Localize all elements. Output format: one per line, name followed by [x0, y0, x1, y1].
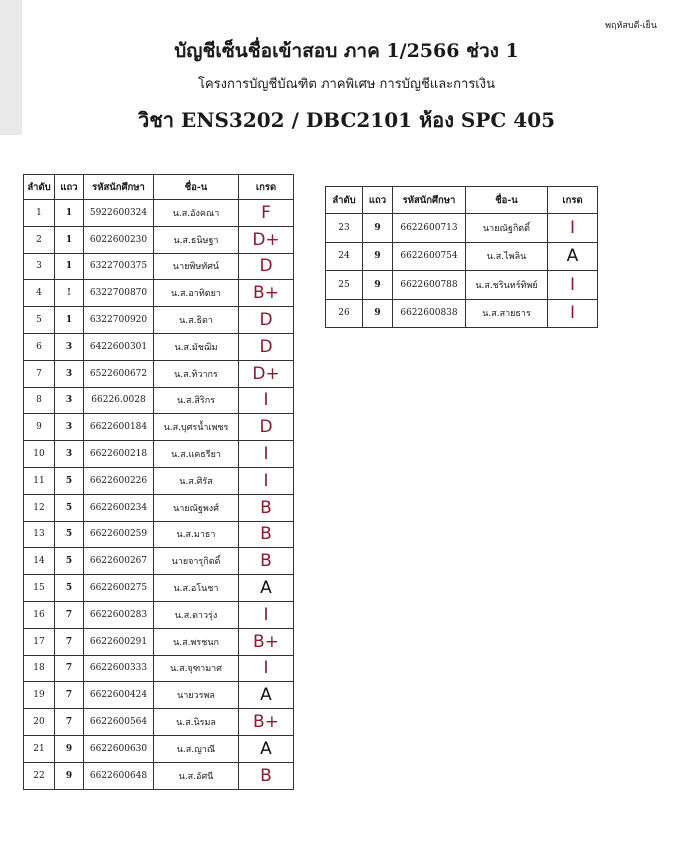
table-row: [24, 521, 294, 548]
table-row: [326, 242, 598, 271]
row-student-id: 6622600234: [84, 494, 154, 521]
row-student-name: น.ส.ไพลิน: [466, 242, 548, 271]
row-student-name: น.ส.ทิวากร: [154, 360, 239, 387]
row-student-id: 5922600324: [84, 200, 154, 227]
row-student-id: 6322700870: [84, 280, 154, 307]
row-order: 17: [24, 628, 55, 655]
row-section: 7: [55, 655, 84, 682]
row-section: 3: [55, 333, 84, 360]
row-grade: B: [239, 548, 294, 575]
table-row: [326, 271, 598, 300]
row-grade: I: [548, 271, 598, 300]
row-section: 5: [55, 494, 84, 521]
row-grade: D: [239, 414, 294, 441]
row-student-id: 6622600275: [84, 575, 154, 602]
col-header-name: ชื่อ-น: [154, 175, 239, 200]
row-student-name: น.ส.อโนชา: [154, 575, 239, 602]
row-section: 1: [55, 253, 84, 280]
row-student-id: 6622600259: [84, 521, 154, 548]
row-student-name: นายจารุกิตติ์: [154, 548, 239, 575]
table-row: [24, 280, 294, 307]
row-section: !: [55, 280, 84, 307]
row-order: 12: [24, 494, 55, 521]
corner-note: พฤหัสบดี-เย็น: [605, 21, 657, 31]
row-student-id: 6022600230: [84, 226, 154, 253]
row-student-id: 6622600564: [84, 709, 154, 736]
table-row: [326, 299, 598, 328]
row-order: 15: [24, 575, 55, 602]
row-grade: I: [239, 441, 294, 468]
row-section: 7: [55, 682, 84, 709]
col-header-grade: เกรด: [239, 175, 294, 200]
row-order: 2: [24, 226, 55, 253]
row-grade: D: [239, 333, 294, 360]
row-grade: F: [239, 200, 294, 227]
table-row: [24, 548, 294, 575]
row-section: 5: [55, 575, 84, 602]
table-row: [24, 628, 294, 655]
row-order: 6: [24, 333, 55, 360]
row-student-id: 6622600291: [84, 628, 154, 655]
col-header-row: แถว: [363, 187, 393, 214]
row-order: 18: [24, 655, 55, 682]
row-grade: B+: [239, 628, 294, 655]
row-order: 1: [24, 200, 55, 227]
col-header-student-id: รหัสนักศึกษา: [84, 175, 154, 200]
row-student-name: น.ส.สิริกร: [154, 387, 239, 414]
row-section: 5: [55, 521, 84, 548]
row-student-id: 6622600333: [84, 655, 154, 682]
col-header-student-id: รหัสนักศึกษา: [393, 187, 466, 214]
row-order: 24: [326, 242, 363, 271]
row-student-name: น.ส.ศิรัส: [154, 467, 239, 494]
row-order: 9: [24, 414, 55, 441]
row-student-id: 6322700920: [84, 307, 154, 334]
row-order: 10: [24, 441, 55, 468]
table-header-row: [326, 187, 598, 214]
row-student-name: นายณัฐพงศ์: [154, 494, 239, 521]
row-student-id: 6622600788: [393, 271, 466, 300]
row-section: 1: [55, 200, 84, 227]
table-header-row: [24, 175, 294, 200]
row-section: 3: [55, 441, 84, 468]
grade-table-left-body: [24, 200, 294, 790]
program-subtitle: โครงการบัญชีบัณฑิต ภาคพิเศษ การบัญชีและการเงิน: [198, 77, 495, 92]
row-section: 3: [55, 414, 84, 441]
row-section: 9: [363, 271, 393, 300]
course-room-heading: วิชา ENS3202 / DBC2101 ห้อง SPC 405: [137, 108, 556, 132]
row-order: 21: [24, 735, 55, 762]
table-row: [24, 387, 294, 414]
row-section: 7: [55, 709, 84, 736]
table-row: [326, 214, 598, 243]
row-order: 5: [24, 307, 55, 334]
row-order: 3: [24, 253, 55, 280]
grade-table-left: [23, 174, 294, 790]
row-grade: B: [239, 494, 294, 521]
col-header-order: ลำดับ: [24, 175, 55, 200]
table-row: [24, 575, 294, 602]
row-student-id: 6622600648: [84, 762, 154, 789]
row-grade: I: [548, 299, 598, 328]
row-section: 9: [55, 762, 84, 789]
row-section: 3: [55, 387, 84, 414]
row-grade: D+: [239, 226, 294, 253]
table-row: [24, 253, 294, 280]
col-header-name: ชื่อ-น: [466, 187, 548, 214]
row-grade: B+: [239, 709, 294, 736]
col-header-grade: เกรด: [548, 187, 598, 214]
row-student-id: 6522600672: [84, 360, 154, 387]
row-student-id: 6422600301: [84, 333, 154, 360]
row-section: 7: [55, 628, 84, 655]
row-student-name: น.ส.อังคณา: [154, 200, 239, 227]
row-student-id: 66226.0028: [84, 387, 154, 414]
row-section: 9: [363, 214, 393, 243]
row-student-id: 6622600218: [84, 441, 154, 468]
col-header-order: ลำดับ: [326, 187, 363, 214]
row-order: 25: [326, 271, 363, 300]
row-section: 9: [55, 735, 84, 762]
row-section: 7: [55, 601, 84, 628]
row-student-id: 6622600226: [84, 467, 154, 494]
row-student-name: น.ส.ธนิษฐา: [154, 226, 239, 253]
row-student-name: นายพิษทัศน์: [154, 253, 239, 280]
row-grade: D+: [239, 360, 294, 387]
table-row: [24, 655, 294, 682]
table-row: [24, 441, 294, 468]
row-grade: D: [239, 307, 294, 334]
table-row: [24, 200, 294, 227]
row-order: 7: [24, 360, 55, 387]
row-order: 23: [326, 214, 363, 243]
table-row: [24, 360, 294, 387]
row-section: 3: [55, 360, 84, 387]
row-student-name: น.ส.จุฑามาศ: [154, 655, 239, 682]
grade-table-right-body: [326, 214, 598, 328]
row-grade: I: [239, 467, 294, 494]
row-grade: I: [239, 655, 294, 682]
row-grade: A: [548, 242, 598, 271]
row-grade: B+: [239, 280, 294, 307]
row-section: 1: [55, 226, 84, 253]
table-row: [24, 735, 294, 762]
table-row: [24, 709, 294, 736]
row-order: 22: [24, 762, 55, 789]
row-grade: B: [239, 762, 294, 789]
row-section: 9: [363, 299, 393, 328]
row-grade: A: [239, 735, 294, 762]
grade-table-right: [325, 186, 598, 328]
table-row: [24, 762, 294, 789]
row-student-name: น.ส.พรชนก: [154, 628, 239, 655]
row-order: 8: [24, 387, 55, 414]
row-order: 13: [24, 521, 55, 548]
row-student-name: น.ส.มาธา: [154, 521, 239, 548]
row-student-id: 6622600630: [84, 735, 154, 762]
row-grade: A: [239, 682, 294, 709]
row-order: 11: [24, 467, 55, 494]
table-row: [24, 226, 294, 253]
table-row: [24, 494, 294, 521]
row-student-name: น.ส.บุศรน้ำเพชร: [154, 414, 239, 441]
row-student-id: 6622600838: [393, 299, 466, 328]
row-student-id: 6622600184: [84, 414, 154, 441]
row-student-name: นายวรพล: [154, 682, 239, 709]
row-grade: A: [239, 575, 294, 602]
row-student-name: น.ส.ธิดา: [154, 307, 239, 334]
row-grade: I: [239, 601, 294, 628]
sheet-title: บัญชีเซ็นชื่อเข้าสอบ ภาค 1/2566 ช่วง 1: [174, 40, 519, 62]
row-grade: D: [239, 253, 294, 280]
col-header-row: แถว: [55, 175, 84, 200]
row-order: 20: [24, 709, 55, 736]
row-grade: I: [548, 214, 598, 243]
row-student-name: น.ส.ญาณี: [154, 735, 239, 762]
row-student-id: 6622600424: [84, 682, 154, 709]
row-section: 1: [55, 307, 84, 334]
row-student-id: 6622600283: [84, 601, 154, 628]
row-student-name: น.ส.อัศนี: [154, 762, 239, 789]
row-order: 16: [24, 601, 55, 628]
row-order: 19: [24, 682, 55, 709]
row-student-id: 6622600267: [84, 548, 154, 575]
row-section: 5: [55, 548, 84, 575]
row-student-id: 6322700375: [84, 253, 154, 280]
row-student-name: น.ส.สายธาร: [466, 299, 548, 328]
row-section: 9: [363, 242, 393, 271]
row-section: 5: [55, 467, 84, 494]
table-row: [24, 682, 294, 709]
table-row: [24, 414, 294, 441]
row-grade: I: [239, 387, 294, 414]
row-order: 4: [24, 280, 55, 307]
row-student-name: นายณัฐกิตติ์: [466, 214, 548, 243]
row-student-name: น.ส.ชรินทร์ทิพย์: [466, 271, 548, 300]
row-student-name: น.ส.ดาวรุ่ง: [154, 601, 239, 628]
row-order: 26: [326, 299, 363, 328]
row-student-name: น.ส.อาทิตยา: [154, 280, 239, 307]
row-order: 14: [24, 548, 55, 575]
row-grade: B: [239, 521, 294, 548]
row-student-id: 6622600713: [393, 214, 466, 243]
table-row: [24, 333, 294, 360]
table-row: [24, 601, 294, 628]
row-student-name: น.ส.นิรมล: [154, 709, 239, 736]
table-row: [24, 307, 294, 334]
row-student-name: น.ส.แคธรียา: [154, 441, 239, 468]
table-row: [24, 467, 294, 494]
row-student-name: น.ส.มัชฌิม: [154, 333, 239, 360]
row-student-id: 6622600754: [393, 242, 466, 271]
